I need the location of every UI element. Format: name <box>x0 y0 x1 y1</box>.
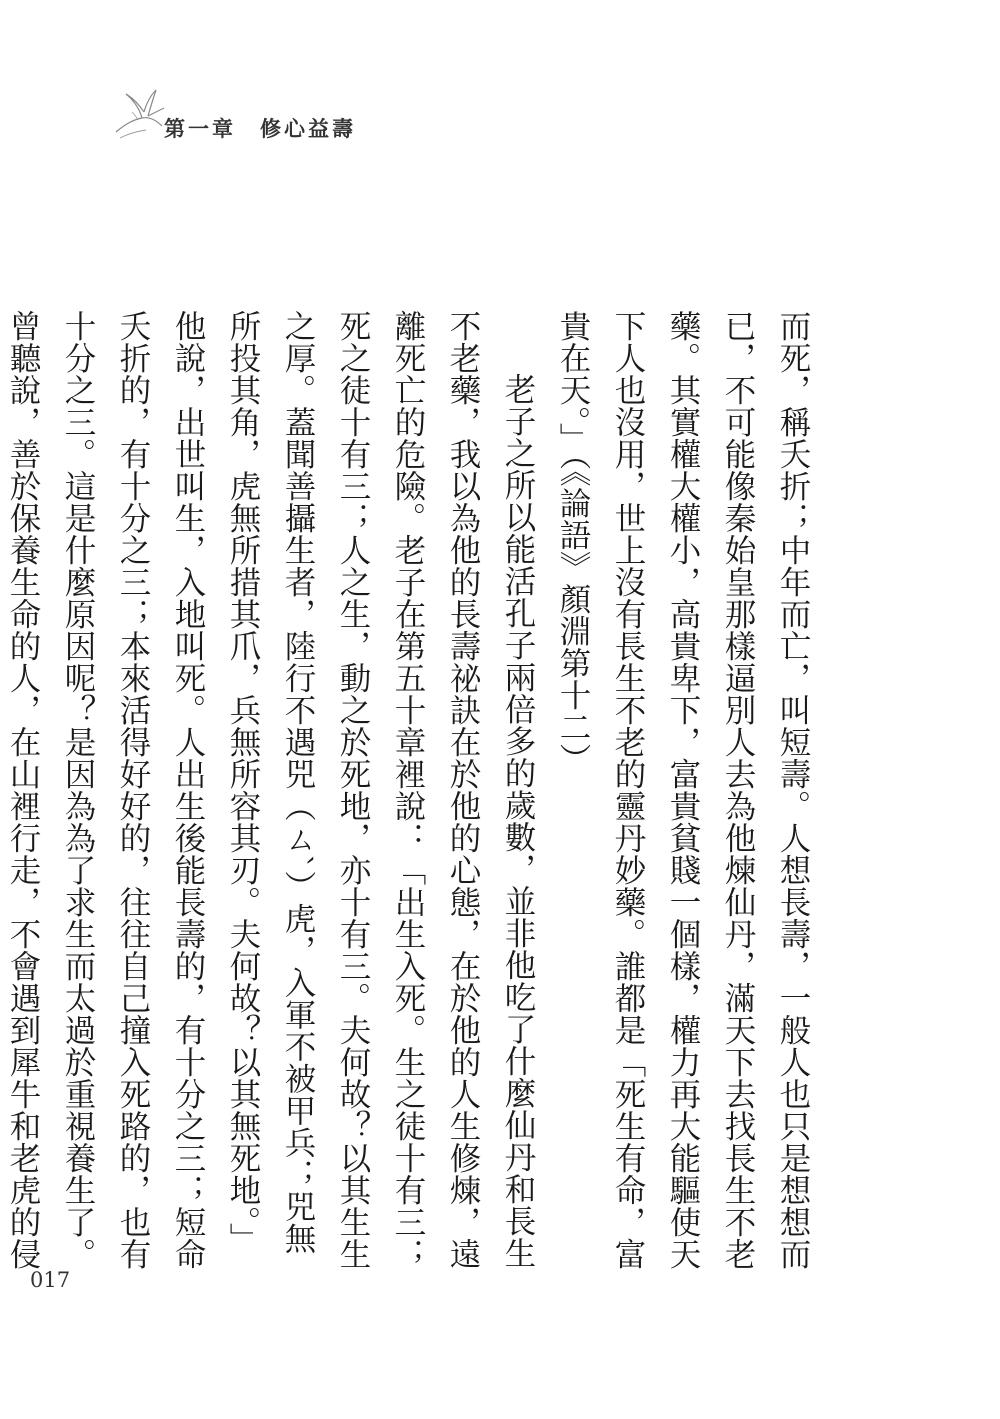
chapter-header <box>112 82 412 152</box>
paragraph: 老子之所以能活孔子兩倍多的歲數，並非他吃了什麼仙丹和長生不老藥，我以為他的長壽祕訣在於他的心態，在於他的人生修煉，遠離死亡的危險。老子在第五十章裡說：「出生入死。生之徒十有三；死之徒十有三；人之生，動之於死地，亦十有三。夫何故？以其生生之厚。蓋聞善攝生者，陸行不遇兕（ㄙˋ）虎，入軍不被甲兵；兕無所投其角，虎無所措其爪，兵無所容其刃。夫何故？以其無死地。」他說，出世叫生，入地叫死。人出生後能長壽的，有十分之三；短命夭折的，有十分之三；本來活得好好的，往往自己撞入死路的，也有十分之三。這是什麼原因呢？是因為為了求生而太過於重視養生了。曾聽說，善於保養生命的人，在山裡行走，不會遇到犀牛和老虎的侵 <box>5 310 536 1270</box>
chapter-title: 第一章 修心益壽 <box>164 116 356 141</box>
bird-icon <box>112 82 172 142</box>
paragraph-continued: 而死，稱夭折；中年而亡，叫短壽。人想長壽，一般人也只是想想而已，不可能像秦始皇那樣逼別人去為他煉仙丹，滿天下去找長生不老藥。其實權大權小，高貴卑下，富貴貧賤一個樣，權力再大能驅使天下人也沒用，世上沒有長生不老的靈丹妙藥。誰都是「死生有命，富貴在天。」（《論語》顏淵第十二） <box>555 310 811 1270</box>
body-text <box>5 310 820 1270</box>
page-number: 017 <box>30 1268 71 1292</box>
